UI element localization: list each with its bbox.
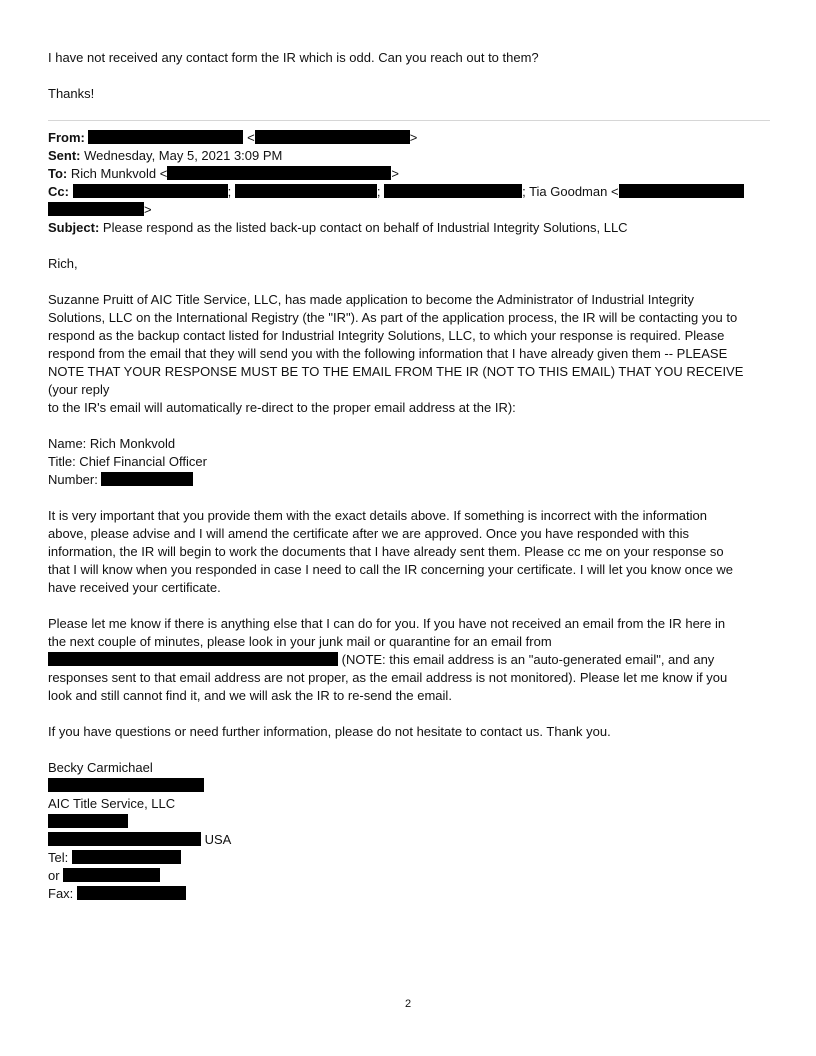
title-line: Title: Chief Financial Officer <box>48 454 207 469</box>
para1-line: respond from the email that they will send you with the following information that I have already given them -- PLEASE <box>48 346 728 361</box>
cc-last-name: ; Tia Goodman < <box>522 184 619 199</box>
cc-gt: > <box>144 202 152 217</box>
intro-line: I have not received any contact form the IR which is odd. Can you reach out to them? <box>48 50 539 65</box>
signature-country: USA <box>201 832 232 847</box>
redacted-to-email <box>167 166 391 180</box>
signature-tel <box>48 849 770 867</box>
redacted-fax <box>77 886 186 900</box>
para2-line: It is very important that you provide them with the exact details above. If something is incorrect with the information <box>48 508 707 523</box>
email-document <box>48 49 770 903</box>
paragraph-followup <box>48 615 770 705</box>
para1-line: to the IR's email will automatically re-direct to the proper email address at the IR): <box>48 400 516 415</box>
cc-row <box>48 183 770 201</box>
paragraph-application <box>48 291 770 417</box>
para1-line: respond as the backup contact listed for Industrial Integrity Solutions, LLC, to which your response is required. Please <box>48 328 725 343</box>
redacted-cc-4 <box>619 184 744 198</box>
redacted-from-name <box>88 130 243 144</box>
redacted-from-email <box>255 130 410 144</box>
to-name: Rich Munkvold < <box>70 166 168 181</box>
para1-line: Solutions, LLC on the International Registry (the "IR"). As part of the application process, the IR will be contacting you to <box>48 310 738 325</box>
greeting: Rich, <box>48 256 78 271</box>
fax-label: Fax: <box>48 886 74 901</box>
from-gt: > <box>409 130 418 145</box>
from-label: From: <box>48 130 85 145</box>
para3-line: Please let me know if there is anything else that I can do for you. If you have not received an email from the IR here in <box>48 616 726 631</box>
cc-row-continued <box>48 201 770 219</box>
redacted-cc-2 <box>235 184 377 198</box>
redacted-tel <box>72 850 181 864</box>
to-row <box>48 165 770 183</box>
redacted-tel-alt <box>63 868 160 882</box>
signature-block <box>48 759 770 903</box>
redacted-ir-email <box>48 652 338 666</box>
contact-details <box>48 435 770 489</box>
sent-label: Sent: <box>48 148 81 163</box>
signature-or <box>48 867 770 885</box>
subject-row <box>48 219 770 237</box>
para2-line: information, the IR will begin to work the documents that I have already sent them. Please cc me on your response so <box>48 544 724 559</box>
para3-line <box>48 651 770 669</box>
page-number: 2 <box>404 998 412 1010</box>
from-row <box>48 129 770 147</box>
para2-line: have received your certificate. <box>48 580 221 595</box>
redacted-number <box>101 472 193 486</box>
signature-redacted-line <box>48 813 770 831</box>
sent-row <box>48 147 770 165</box>
closing-paragraph: If you have questions or need further information, please do not hesitate to contact us. Thank you. <box>48 724 611 739</box>
from-lt: < <box>247 130 255 145</box>
para2-line: above, please advise and I will amend the certificate after we are approved. Once you have responded with this <box>48 526 689 541</box>
paragraph-details <box>48 507 770 597</box>
signature-redacted-line <box>48 777 770 795</box>
email-header <box>48 129 770 237</box>
para3-line: look and still cannot find it, and we will ask the IR to re-send the email. <box>48 688 452 703</box>
cc-label: Cc: <box>48 184 69 199</box>
para3-note: (NOTE: this email address is an "auto-generated email", and any <box>338 652 715 667</box>
para3-line: responses sent to that email address are not proper, as the email address is not monitored). Please let me know if you <box>48 670 728 685</box>
para1-line: NOTE THAT YOUR RESPONSE MUST BE TO THE EMAIL FROM THE IR (NOT TO THIS EMAIL) THAT YOU RECEIVE (your reply <box>48 364 744 397</box>
name-line: Name: Rich Monkvold <box>48 436 176 451</box>
para2-line: that I will know when you responded in case I need to call the IR concerning your certificate. I will let you know once we <box>48 562 734 577</box>
tel-label: Tel: <box>48 850 69 865</box>
intro-thanks: Thanks! <box>48 86 95 101</box>
para3-line: the next couple of minutes, please look in your junk mail or quarantine for an email from <box>48 634 552 649</box>
to-label: To: <box>48 166 68 181</box>
cc-sep-1: ; <box>227 184 232 199</box>
redacted-sig-title <box>48 778 204 792</box>
signature-name: Becky Carmichael <box>48 760 153 775</box>
cc-sep-2: ; <box>376 184 381 199</box>
redacted-cc-3 <box>384 184 522 198</box>
redacted-cc-4-cont <box>48 202 144 216</box>
subject-label: Subject: <box>48 220 100 235</box>
redacted-sig-address-2 <box>48 832 201 846</box>
redacted-cc-1 <box>73 184 228 198</box>
signature-fax <box>48 885 770 903</box>
sent-value: Wednesday, May 5, 2021 3:09 PM <box>84 148 283 163</box>
subject-value: Please respond as the listed back-up contact on behalf of Industrial Integrity Solutions, LLC <box>102 220 628 235</box>
or-label: or <box>48 868 60 883</box>
para1-line: Suzanne Pruitt of AIC Title Service, LLC, has made application to become the Administrator of Industrial Integrity <box>48 292 695 307</box>
header-divider <box>48 120 770 121</box>
signature-company: AIC Title Service, LLC <box>48 796 176 811</box>
number-label: Number: <box>48 472 98 487</box>
to-gt: > <box>391 166 399 181</box>
signature-address-line <box>48 831 770 849</box>
redacted-sig-address-1 <box>48 814 128 828</box>
number-line <box>48 471 770 489</box>
